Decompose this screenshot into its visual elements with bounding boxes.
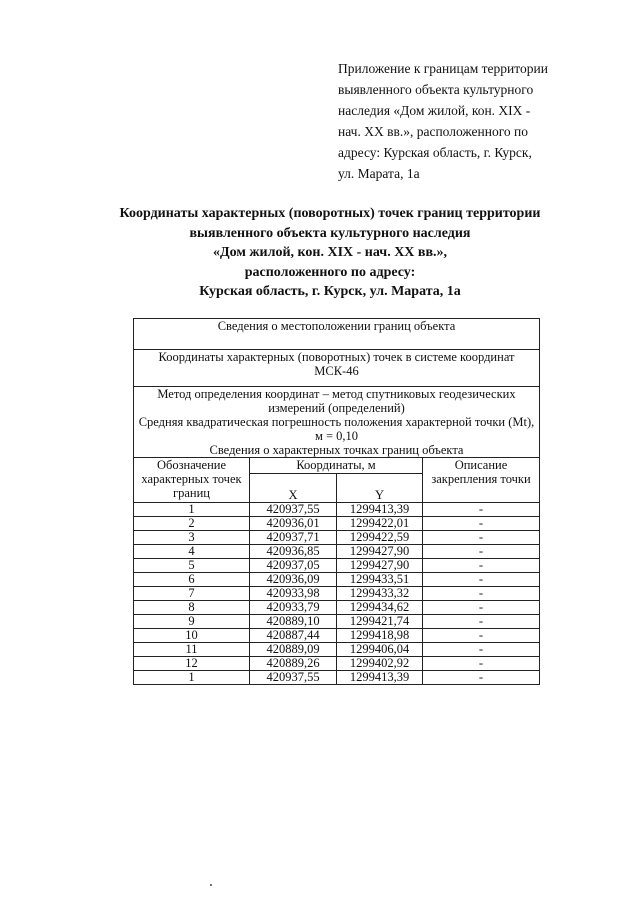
table-row xyxy=(134,601,540,615)
point-number-cell: 7 xyxy=(134,587,250,601)
y-cell: 1299427,90 xyxy=(337,559,423,573)
annex-line: наследия «Дом жилой, кон. XIX - xyxy=(338,103,531,118)
y-header: Y xyxy=(337,474,423,503)
description-cell: - xyxy=(423,643,540,657)
description-cell: - xyxy=(423,671,540,685)
y-cell: 1299421,74 xyxy=(337,615,423,629)
point-number-cell: 3 xyxy=(134,531,250,545)
points-info-text: Сведения о характерных точках границ объекта xyxy=(209,443,464,457)
coordinates-table xyxy=(133,318,540,685)
x-cell: 420937,55 xyxy=(250,503,337,517)
description-header: Описание закрепления точки xyxy=(423,458,540,503)
point-number-cell: 10 xyxy=(134,629,250,643)
point-number-cell: 6 xyxy=(134,573,250,587)
x-cell: 420887,44 xyxy=(250,629,337,643)
method-text: Метод определения координат – метод спутниковых геодезических измерений (определений) xyxy=(157,387,516,415)
table-row xyxy=(134,657,540,671)
table-row xyxy=(134,573,540,587)
x-cell: 420933,79 xyxy=(250,601,337,615)
description-cell: - xyxy=(423,601,540,615)
description-cell: - xyxy=(423,629,540,643)
table-row xyxy=(134,615,540,629)
point-number-cell: 4 xyxy=(134,545,250,559)
x-cell: 420937,55 xyxy=(250,671,337,685)
y-cell: 1299427,90 xyxy=(337,545,423,559)
title-line: Курская область, г. Курск, ул. Марата, 1а xyxy=(199,284,461,299)
x-cell: 420936,85 xyxy=(250,545,337,559)
table-row xyxy=(134,531,540,545)
title-line: «Дом жилой, кон. XIX - нач. XX вв.», xyxy=(212,245,448,260)
page-mark xyxy=(210,884,212,886)
table-row xyxy=(134,545,540,559)
y-cell: 1299433,51 xyxy=(337,573,423,587)
table-row xyxy=(134,643,540,657)
table-row xyxy=(134,587,540,601)
description-cell: - xyxy=(423,573,540,587)
title-line: расположенного по адресу: xyxy=(244,264,416,280)
annex-line: ул. Марата, 1а xyxy=(338,166,420,181)
point-number-cell: 2 xyxy=(134,517,250,531)
annex-line: Приложение к границам территории xyxy=(338,61,548,76)
annex-note xyxy=(338,58,578,184)
title-line: Координаты характерных (поворотных) точек границ территории xyxy=(119,206,541,221)
x-cell: 420889,09 xyxy=(250,643,337,657)
section-system-cell: Координаты характерных (поворотных) точек в системе координат МСК-46 xyxy=(134,350,540,387)
table-row xyxy=(134,671,540,685)
y-cell: 1299413,39 xyxy=(337,671,423,685)
description-cell: - xyxy=(423,517,540,531)
description-cell: - xyxy=(423,559,540,573)
description-cell: - xyxy=(423,587,540,601)
point-number-cell: 9 xyxy=(134,615,250,629)
y-cell: 1299422,59 xyxy=(337,531,423,545)
y-cell: 1299406,04 xyxy=(337,643,423,657)
x-cell: 420936,09 xyxy=(250,573,337,587)
accuracy-text: Средняя квадратическая погрешность положения характерной точки (Mt), м = 0,10 xyxy=(138,415,535,443)
x-header: X xyxy=(250,474,337,503)
annex-line: выявленного объекта культурного xyxy=(338,82,534,97)
section-location-cell: Сведения о местоположении границ объекта xyxy=(134,319,540,350)
point-number-cell: 8 xyxy=(134,601,250,615)
point-number-cell: 5 xyxy=(134,559,250,573)
y-cell: 1299402,92 xyxy=(337,657,423,671)
designation-header: Обозначение характерных точек границ xyxy=(134,458,250,503)
x-cell: 420889,10 xyxy=(250,615,337,629)
y-cell: 1299434,62 xyxy=(337,601,423,615)
description-cell: - xyxy=(423,531,540,545)
point-number-cell: 1 xyxy=(134,503,250,517)
point-number-cell: 1 xyxy=(134,671,250,685)
annex-line: адресу: Курская область, г. Курск, xyxy=(338,145,532,160)
description-cell: - xyxy=(423,615,540,629)
description-cell: - xyxy=(423,657,540,671)
y-cell: 1299433,32 xyxy=(337,587,423,601)
point-number-cell: 12 xyxy=(134,657,250,671)
title-line: выявленного объекта культурного наследия xyxy=(189,225,471,241)
description-cell: - xyxy=(423,503,540,517)
annex-line: нач. XX вв.», расположенного по xyxy=(338,124,529,139)
table-row xyxy=(134,629,540,643)
table-row xyxy=(134,517,540,531)
method-cell xyxy=(134,387,540,458)
x-cell: 420933,98 xyxy=(250,587,337,601)
table-row xyxy=(134,503,540,517)
coordinates-header: Координаты, м xyxy=(250,458,423,474)
description-cell: - xyxy=(423,545,540,559)
point-number-cell: 11 xyxy=(134,643,250,657)
x-cell: 420937,05 xyxy=(250,559,337,573)
y-cell: 1299418,98 xyxy=(337,629,423,643)
y-cell: 1299413,39 xyxy=(337,503,423,517)
x-cell: 420936,01 xyxy=(250,517,337,531)
y-cell: 1299422,01 xyxy=(337,517,423,531)
document-title xyxy=(60,204,600,302)
x-cell: 420937,71 xyxy=(250,531,337,545)
table-row xyxy=(134,559,540,573)
x-cell: 420889,26 xyxy=(250,657,337,671)
